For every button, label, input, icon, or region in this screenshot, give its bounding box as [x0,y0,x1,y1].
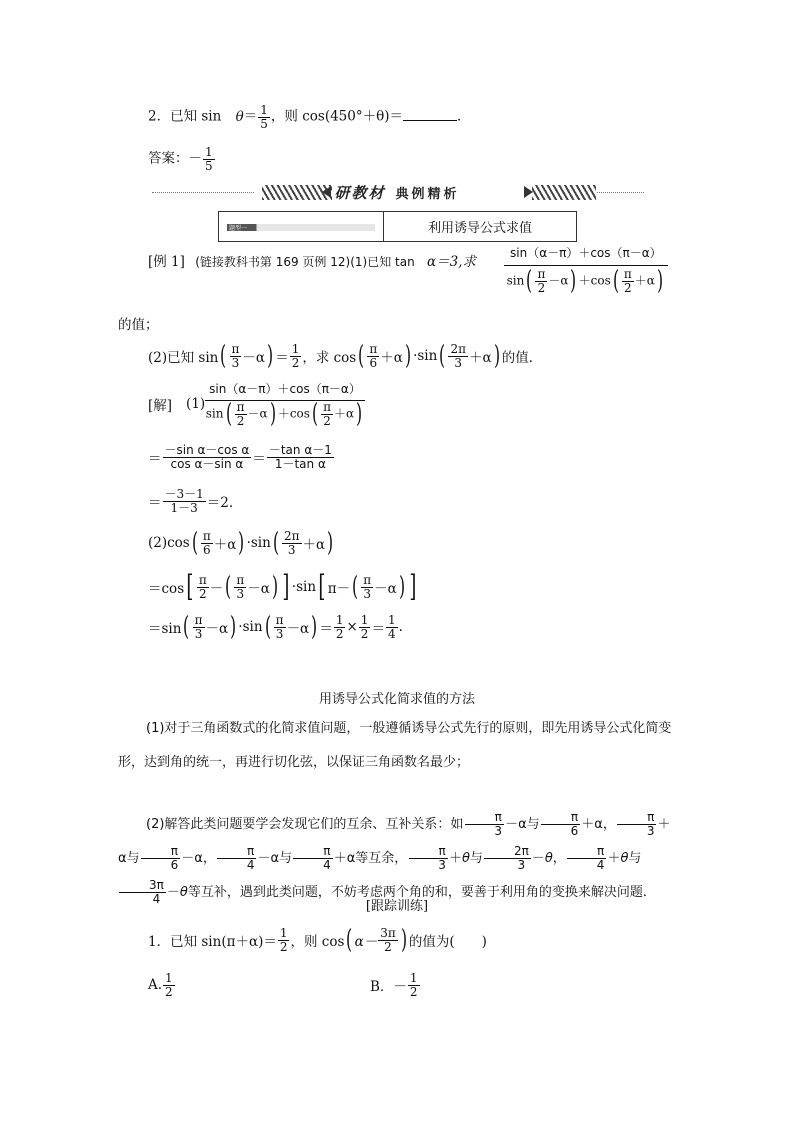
s5-two: 2 [198,586,207,601]
sol2-b-num: －tan α－1 [268,443,332,457]
pq1-am: α－ [354,934,378,951]
banner-title: 研教材 [334,184,386,202]
s6-h1n: 1 [335,613,344,627]
half-den: 2 [291,355,300,370]
s-pa: ＋α [333,406,355,421]
example-1 [148,250,476,270]
two-pi: 2π [450,342,466,356]
banner-left-dotted [152,192,254,193]
pq1-c-text: 的值为( ) [408,934,487,951]
s6-f2 [274,614,286,640]
p-close-b: ) [404,341,412,372]
m2-4d: 4 [152,892,161,906]
m2-pa2: ＋α [118,817,671,866]
example-denominator [506,266,665,297]
half-num: 1 [291,342,300,356]
frac-2pi3 [448,343,468,369]
sol3-den: 1－3 [170,500,198,515]
s5-cos: ＝cos [148,581,185,597]
example-label: [例 1] [148,254,185,270]
p-close: ) [267,341,274,372]
s4-o2: ( [272,528,279,559]
ask: ，求 cos [302,350,357,367]
s6-o2: ( [264,612,271,643]
dot-sin: ·sin [413,348,438,365]
m2-3d: 3 [517,858,526,872]
m2-c: ， [602,817,616,832]
s5-pi1: π [198,572,207,587]
pq1-c: ) [400,925,407,956]
sol2-a-den: cos α－sin α [170,456,244,471]
m2-f6 [293,845,333,871]
s6-q [386,614,398,640]
oa-n: 1 [165,971,173,985]
practice-q1 [148,925,487,956]
m2-b: 与 [526,817,540,832]
pq1-b: ，则 cos [290,934,345,951]
sol3-frac [163,488,206,514]
m2-4a: 4 [246,858,255,872]
sol-den-frac1 [235,401,247,427]
method-paragraph-2: (2)解答此类问题要学会发现它们的互余、互补关系：如 $\frac{\pi}{3}$ －α与 $\frac{\pi}{6}$ ＋α， $\frac{\pi}{3}$ ＋α与 $\frac{\pi}{6}$ －α， $\frac{\pi}{4}$ －α与 $\frac{\pi}{4}$ ＋α等互余， $\frac{\pi}{3}$ ＋θ与 $\frac{2\pi}{3}$ －θ， $\frac{\pi}{4}$ ＋θ与 $\frac{3\pi}{4}$ －θ等互补，遇到此类问题，不妨考虑两个角的和，要善于利用角的变换来解决问题． [118,810,671,906]
sol-num: sin（α－π）＋cos（π－α） [205,380,365,401]
option-b[interactable] [370,972,421,998]
example-numerator: sin（α－π）＋cos（π－α） [504,244,668,266]
m2-minus: － [181,851,195,866]
s6-eq2: ＝ [371,621,385,638]
s-two1: 2 [236,413,245,428]
ob-d: 2 [409,984,418,999]
s6-times: × [346,619,358,636]
m2-pi7: π [409,845,448,859]
m2-f4 [141,845,181,871]
s6-o1: ( [183,612,190,643]
paren-close-2: ) [656,266,664,297]
m2-th3: θ [620,851,629,866]
example-big-fraction [504,244,668,297]
solution-label: [解] [148,397,173,414]
m2-b3: 与 [469,851,483,866]
pi-2: π [623,267,632,281]
option-a-label: A. [148,977,163,994]
option-b-frac [408,972,420,998]
s5-b4: ] [409,569,417,604]
solution-line-4 [148,528,335,559]
m2-2pi: 2π [484,845,531,859]
eq: ＝ [275,350,289,367]
pq1-f [378,927,398,953]
answer-fraction [203,146,215,172]
ob-n: 1 [409,971,418,985]
sol2-a-num: －sin α－cos α [164,443,250,457]
paren-open-2: ( [612,266,619,297]
topic-box [218,211,577,242]
q2-answer-blank [403,108,457,121]
sol4-prefix: (2)cos [148,535,190,552]
m2-6b: 6 [170,858,179,872]
topic-title: 利用诱导公式求值 [427,221,532,236]
q2-then: ，则 cos(450°＋θ)＝ [270,108,403,125]
sp-c2: ) [356,399,363,430]
m2-e: α， [194,851,216,866]
s5-pi3: π [363,572,372,587]
s5-o1: ( [225,572,232,602]
s6-h1 [334,614,346,640]
pq1-hn: 1 [279,926,288,940]
s5-b3: [ [318,569,326,604]
s6-pi1: π [194,613,203,627]
eq-3: ＝ [148,495,162,512]
m2-pi6: π [293,845,332,859]
plus-alpha-c: ＋α [469,350,492,367]
s5-ma: －α [247,581,270,597]
m2-f: 等互余， [355,851,408,866]
s6-h2 [359,614,371,640]
m2-pa: ＋α [581,817,603,832]
topic-tag-bar [227,224,375,231]
m2-f9 [567,845,607,871]
m2-f5 [217,845,257,871]
p-open-b: ( [358,341,365,372]
answer-label: 答案：－ [148,150,202,167]
practice-title: [跟踪训练] [365,899,429,914]
three-c: 3 [454,355,463,370]
option-b-label: B．－ [370,979,407,996]
s5-o2: ( [352,572,359,602]
half [290,343,302,369]
minus-alpha: －α [548,273,569,288]
paren-open: ( [526,266,533,297]
solution-fraction-1 [205,380,365,430]
s5-f2 [234,574,246,600]
pq1-hd: 2 [279,939,288,954]
q2-frac-num: 1 [260,103,268,117]
s4-pa2: ＋α [302,537,326,554]
plus-alpha-b: ＋α [380,350,403,367]
s5-b1: [ [186,569,194,604]
s6-end: . [398,619,403,636]
solution-line-1 [148,380,365,430]
m2-ma2: －α [257,851,280,866]
sp-o2: ( [311,399,319,430]
banner-subtitle: 典例精析 [395,187,460,202]
s6-ma2: －α [286,621,310,638]
s4-o1: ( [191,528,198,559]
m2-b4: 与 [628,851,642,866]
m2-th4: θ [179,885,188,900]
solution-part1: (1) [186,395,206,412]
m2-ma: －α [505,817,527,832]
s-ma: －α [247,406,268,421]
den-sin: sin [506,273,525,288]
s4-pi1: π [202,529,211,543]
p-close-c: ) [493,341,500,372]
answer-num: 1 [205,145,213,159]
s6-ma1: －α [205,621,229,638]
m2-6a: 6 [570,824,579,838]
sol-den [205,399,364,430]
m2-3pi: 3π [119,879,166,893]
two-2: 2 [624,280,632,295]
option-a-frac [163,972,175,998]
option-a[interactable] [148,972,176,998]
s6-sin: ＝sin [148,621,182,638]
s-pi2: π [323,400,331,414]
sol2-b-den: 1－tan α [274,456,326,471]
s5-b2: ] [282,569,290,604]
s6-h2d: 2 [360,626,369,641]
s5-dotsin: ·sin [291,579,317,595]
sol2-frac-a [163,444,252,470]
q2-frac-den: 5 [260,116,268,131]
m2-f3 [617,811,657,837]
p-open: ( [220,341,227,372]
m2-pi4: π [141,845,180,859]
example-tail: 的值； [118,317,159,333]
minus-alpha-a: －α [242,350,266,367]
s6-three2: 3 [275,626,284,641]
m2-f7 [408,845,448,871]
sol3-result: ＝2. [206,495,234,512]
m2-f8 [484,845,531,871]
q2-eq: ＝ [243,108,258,125]
s6-three1: 3 [194,626,203,641]
oa-d: 2 [165,984,173,999]
pq1-o: ( [346,925,353,956]
s6-f1 [193,614,205,640]
s5-pi2: π [236,572,245,587]
solution-line-3 [148,488,233,514]
banner-stripe-right [532,185,596,200]
s5-f1 [197,574,209,600]
s6-qd: 4 [387,626,396,641]
topic-tag-cell [219,212,384,241]
method-p1-text: (1)对于三角函数式的化简求值问题，一般遵循诱导公式先行的原则，即先用诱导公式化简变形，达到角的统一，再进行切化弦，以保证三角函数名最少； [118,721,672,770]
eq-2a: ＝ [148,451,162,468]
s5-three2: 3 [363,586,372,601]
m2-pi1: π [465,811,504,825]
pq1-half [278,927,290,953]
answer-den: 5 [205,158,213,173]
q2-theta: θ [235,108,244,125]
q2-prefix: 2．已知 sin [148,108,222,125]
m2-th1: θ [461,851,470,866]
m2-3b: 3 [646,824,655,838]
m2-4b: 4 [323,858,331,872]
part-2 [148,341,543,372]
part2-frac-pi3 [230,343,242,369]
pq1-3pi: 3π [380,926,396,940]
sol-den-frac2 [321,401,333,427]
q2-end: ． [457,108,471,125]
s6-qn: 1 [387,613,396,627]
s6-h1d: 2 [335,626,344,641]
m2-pi2: π [541,811,580,825]
s6-c2: ) [311,612,318,643]
s5-ma2: －α [374,581,397,597]
den-cos: ＋cos [578,273,611,288]
sp-o1: ( [225,399,232,430]
solution-line-2 [148,444,335,470]
s6-dotsin: ·sin [238,619,263,636]
s5-c2: ) [398,572,405,602]
s-two2: 2 [323,413,331,428]
s5-minus: － [209,581,224,597]
six: 6 [369,355,378,370]
m2-f1 [464,811,504,837]
m2-pi9: π [567,845,606,859]
s5-three: 3 [236,586,245,601]
example-alpha: α＝3,求 [426,254,476,270]
m2-3c: 3 [438,858,446,872]
sol2-frac-b [267,444,334,470]
pq1-a: 1．已知 sin(π＋α)＝ [148,934,277,951]
m2-pi5: π [217,845,256,859]
s6-pi2: π [275,613,284,627]
m2-pi3: π [617,811,656,825]
pi-a: π [231,342,240,356]
s4-dotsin: ·sin [246,535,271,552]
s5-pim: π－ [327,581,351,597]
den-frac-2 [622,268,634,294]
s4-f1 [201,530,213,556]
sol3-num: －3－1 [164,487,204,501]
topic-tag-label: 题型一 [229,225,248,232]
solution-line-5 [148,569,419,604]
s5-c1: ) [271,572,279,602]
pi-b: π [369,342,378,356]
banner [262,183,532,202]
s6-eq: ＝ [319,621,333,638]
example-ref: (链接教科书第 169 页例 12)(1)已知 tan [195,255,415,269]
sol-den-sin: sin [205,406,224,421]
answer-line [148,146,216,172]
s5-f3 [361,574,373,600]
s4-c1: ) [238,528,245,559]
s4-six: 6 [203,542,211,557]
m2-pa3: ＋α [333,851,356,866]
solution-line-6 [148,612,403,643]
m2-d: 与 [126,851,140,866]
frac-pi6 [367,343,379,369]
s4-c2: ) [327,528,334,559]
plus-alpha: ＋α [634,273,655,288]
m2-th2: θ [544,851,553,866]
s4-three: 3 [287,542,296,557]
p-open-c: ( [439,341,446,372]
part2-prefix: (2)已知 sin [148,350,219,367]
m2-b2: 与 [279,851,293,866]
eq-2b: ＝ [252,451,266,468]
m2-a: (2)解答此类问题要学会发现它们的互余、互补关系：如 [146,817,464,832]
sp-c1: ) [269,399,276,430]
method-title: 用诱导公式化简求值的方法 [318,692,475,707]
den-frac-1 [535,268,547,294]
pq1-two: 2 [384,939,392,954]
m2-g: 等互补，遇到此类问题，不妨考虑两个角的和，要善于利用角的变换来解决问题． [187,885,656,900]
question-2 [148,104,471,130]
s6-c1: ) [230,612,237,643]
s4-f2 [282,530,302,556]
two: 2 [537,280,546,295]
paren-close: ) [570,266,577,297]
method-paragraph-1 [118,712,678,780]
sol-den-cos: ＋cos [277,406,310,421]
s6-h2n: 1 [360,613,369,627]
part2-tail: 的值． [501,350,543,367]
s4-2pi: 2π [283,529,300,543]
s4-pa1: ＋α [213,537,237,554]
pi: π [537,267,546,281]
s-pi1: π [236,400,245,414]
q2-fraction [258,104,270,130]
m2-f2 [541,811,581,837]
m2-4c: 4 [596,858,605,872]
three-a: 3 [231,355,240,370]
m2-3a: 3 [494,824,503,838]
